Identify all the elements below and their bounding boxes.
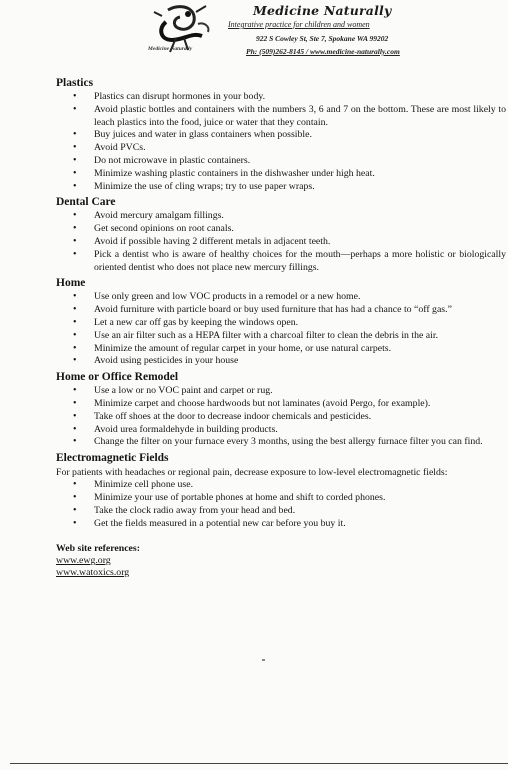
- page-bottom-edge: [10, 763, 508, 764]
- list-item: • Avoid urea formaldehyde in building products.: [56, 424, 506, 437]
- list-item: • Minimize the use of cling wraps; try to use paper wraps.: [56, 181, 506, 194]
- list-item: • Minimize the amount of regular carpet in your home, or use natural carpets.: [56, 343, 506, 356]
- section-home-office-remodel: [56, 370, 506, 451]
- logo-icon: [148, 2, 218, 66]
- section-dental-care: [56, 195, 506, 276]
- list-item: • Avoid furniture with particle board or buy used furniture that has had a chance to “off gas.”: [56, 304, 506, 317]
- bullet-list: [56, 291, 506, 370]
- list-item: • Take off shoes at the door to decrease indoor chemicals and pesticides.: [56, 411, 506, 424]
- link-watoxics[interactable]: www.watoxics.org: [56, 566, 130, 578]
- section-title: Electromagnetic Fields: [56, 452, 169, 465]
- list-item: • Use only green and low VOC products in a remodel or a new home.: [56, 291, 506, 304]
- letterhead-address: 922 S Cowley St, Ste 7, Spokane WA 99202: [256, 34, 389, 43]
- list-item: • Avoid mercury amalgam fillings.: [56, 210, 506, 223]
- bullet-list: [56, 479, 506, 532]
- list-item: • Buy juices and water in glass containers when possible.: [56, 129, 506, 142]
- web-references: [56, 543, 506, 578]
- logo-text: Medicine Naturally: [148, 46, 193, 52]
- list-item: • Take the clock radio away from your head and bed.: [56, 505, 506, 518]
- bullet-list: [56, 210, 506, 276]
- letterhead-title: Medicine Naturally: [253, 3, 392, 18]
- list-item: • Avoid plastic bottles and containers with the numbers 3, 6 and 7 on the bottom. These are most likely to leach plastics into the food, juice or water that they contain.: [56, 104, 506, 130]
- list-item: • Minimize your use of portable phones at home and shift to corded phones.: [56, 492, 506, 505]
- bullet-list: [56, 385, 506, 451]
- letterhead-contact: Ph: (509)262-8145 / www.medicine-naturally.com: [246, 47, 400, 56]
- list-item: • Do not microwave in plastic containers.: [56, 155, 506, 168]
- section-electromagnetic-fields: [56, 451, 506, 532]
- section-intro: For patients with headaches or regional pain, decrease exposure to low-level electromagnetic fields:: [56, 467, 448, 479]
- section-title: Home: [56, 277, 86, 290]
- section-title: Home or Office Remodel: [56, 371, 179, 384]
- list-item: • Avoid using pesticides in your house: [56, 355, 506, 368]
- section-plastics: [56, 76, 506, 195]
- section-home: [56, 276, 506, 370]
- letterhead-tagline: Integrative practice for children and women: [228, 20, 370, 29]
- letterhead: [148, 2, 438, 70]
- list-item: • Minimize washing plastic containers in the dishwasher under high heat.: [56, 168, 506, 181]
- scan-mark: [262, 659, 265, 661]
- list-item: • Use an air filter such as a HEPA filter with a charcoal filter to clean the debris in the air.: [56, 330, 506, 343]
- list-item: • Minimize cell phone use.: [56, 479, 506, 492]
- list-item: • Let a new car off gas by keeping the windows open.: [56, 317, 506, 330]
- section-title: Plastics: [56, 77, 94, 89]
- list-item: • Get the fields measured in a potential new car before you buy it.: [56, 518, 506, 531]
- list-item: • Minimize carpet and choose hardwoods but not laminates (avoid Pergo, for example).: [56, 398, 506, 411]
- list-item: • Use a low or no VOC paint and carpet or rug.: [56, 385, 506, 398]
- list-item: • Get second opinions on root canals.: [56, 223, 506, 236]
- references-title: Web site references:: [56, 543, 140, 555]
- list-item: • Avoid PVCs.: [56, 142, 506, 155]
- list-item: • Change the filter on your furnace every 3 months, using the best allergy furnace filter you can find.: [56, 436, 506, 449]
- document-body: [56, 76, 506, 578]
- section-title: Dental Care: [56, 196, 116, 209]
- list-item: • Pick a dentist who is aware of healthy choices for the mouth—perhaps a more holistic or biologically oriented dentist who does not place new mercury fillings.: [56, 249, 506, 275]
- list-item: • Plastics can disrupt hormones in your body.: [56, 91, 506, 104]
- bullet-list: [56, 91, 506, 195]
- link-ewg[interactable]: www.ewg.org: [56, 555, 111, 567]
- list-item: • Avoid if possible having 2 different metals in adjacent teeth.: [56, 236, 506, 249]
